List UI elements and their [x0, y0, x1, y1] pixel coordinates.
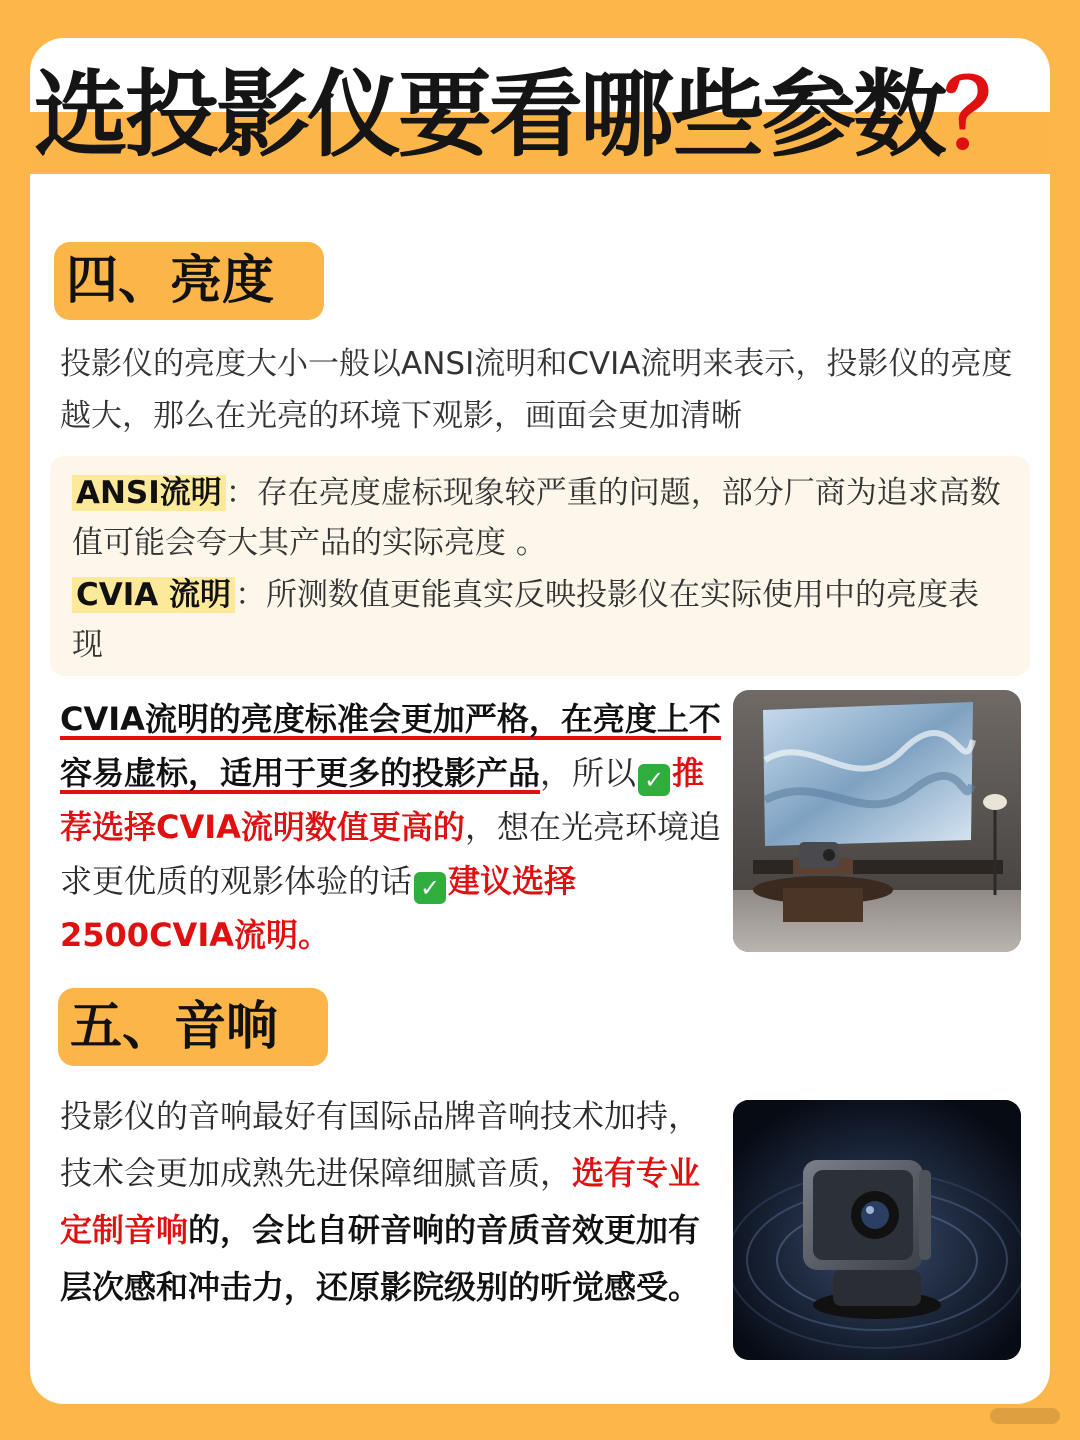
audio-body-t1: 投影仪的音响最好有国际品牌音响技术加持，技术会更加成熟先进保障细腻音质，	[60, 1097, 701, 1192]
page-title-text: 选投影仪要看哪些参数	[34, 61, 945, 170]
note-cvia-term: CVIA 流明	[72, 577, 235, 613]
brightness-body-underlined: CVIA流明的亮度标准会更加严格，在亮度上不容易虚标，适用于更多的投影产品	[60, 700, 721, 792]
question-mark: ？	[944, 61, 1036, 170]
audio-body-t2: 的，会比自研音响的音质音效更加有层次感和冲击力，还原影院级别的听觉感受。	[60, 1211, 701, 1306]
check-mark-icon: ✓	[638, 764, 670, 796]
audio-body-red: 选有专业定制音响	[60, 1154, 701, 1249]
brightness-body-red2: 建议选择2500CVIA流明。	[60, 862, 577, 954]
audio-body	[60, 1088, 730, 1316]
watermark	[990, 1408, 1060, 1424]
check-mark-icon: ✓	[414, 872, 446, 904]
note-cvia	[72, 570, 1002, 670]
note-ansi-text: ：存在亮度虚标现象较严重的问题，部分厂商为追求高数值可能会夸大其产品的实际亮度 。	[72, 475, 1001, 561]
brightness-body	[60, 692, 730, 962]
note-ansi-term: ANSI流明	[72, 475, 226, 511]
note-cvia-text: ：所测数值更能真实反映投影仪在实际使用中的亮度表现	[72, 577, 980, 663]
projector-product-image	[733, 1100, 1021, 1360]
section-tag-audio: 五、音响	[58, 988, 328, 1066]
note-ansi	[72, 468, 1002, 568]
brightness-intro: 投影仪的亮度大小一般以ANSI流明和CVIA流明来表示，投影仪的亮度越大，那么在光亮的环境下观影，画面会更加清晰	[60, 346, 1013, 434]
living-room-projection-image	[733, 690, 1021, 952]
living-room-projection-illustration	[733, 690, 1021, 952]
page-title	[34, 56, 1035, 176]
projector-product-illustration	[733, 1100, 1021, 1360]
brightness-body-t2: ，想在光亮环境追求更优质的观影体验的话	[60, 808, 721, 900]
section-tag-brightness: 四、亮度	[54, 242, 324, 320]
brightness-body-red1: 推荐选择CVIA流明数值更高的	[60, 754, 705, 846]
brightness-body-t1: ，所以	[540, 754, 637, 792]
